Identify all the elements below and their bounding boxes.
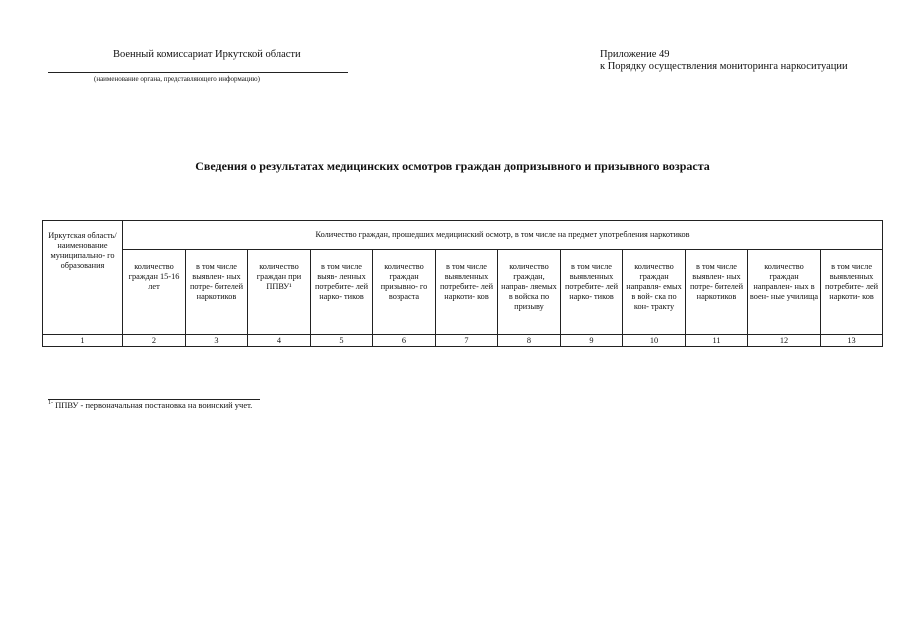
report-table: [42, 220, 883, 347]
column-number-cell: 12: [748, 335, 821, 347]
column-number-cell: 6: [373, 335, 436, 347]
subheader-cell: количество граждан призывно- го возраста: [373, 250, 436, 335]
column-number-cell: 1: [43, 335, 123, 347]
appendix-number: Приложение 49: [600, 49, 670, 60]
column-number-row: [43, 335, 883, 347]
column-number-cell: 10: [623, 335, 686, 347]
header-cell-spanning: Количество граждан, прошедших медицинский осмотр, в том числе на предмет употребления наркотиков: [123, 221, 883, 250]
column-number-cell: 3: [186, 335, 248, 347]
org-underline: [48, 72, 348, 73]
header-cell-region: Иркутская область/ наименование муниципально- го образования: [43, 221, 123, 335]
subheader-cell: в том числе выявлен- ных потре- бителей наркотиков: [186, 250, 248, 335]
appendix-block: [600, 49, 848, 73]
table-header-row: [43, 221, 883, 250]
column-number-cell: 5: [311, 335, 373, 347]
column-number-cell: 9: [561, 335, 623, 347]
column-number-cell: 13: [821, 335, 883, 347]
appendix-reference: к Порядку осуществления мониторинга наркоситуации: [600, 61, 848, 72]
footnote-marker: 1-: [48, 400, 53, 407]
subheader-cell: в том числе выявленных потребите- лей наркоти- ков: [436, 250, 498, 335]
column-number-cell: 7: [436, 335, 498, 347]
org-caption: (наименование органа, представляющего информацию): [94, 75, 260, 83]
subheader-cell: в том числе выяв- ленных потребите- лей нарко- тиков: [311, 250, 373, 335]
document-title: Сведения о результатах медицинских осмотров граждан допризывного и призывного возраста: [195, 159, 710, 173]
subheader-cell: в том числе выявлен- ных потре- бителей наркотиков: [686, 250, 748, 335]
subheader-cell: количество граждан направля- емых в вой- ска по кон- тракту: [623, 250, 686, 335]
subheader-cell: количество граждан при ППВУ¹: [248, 250, 311, 335]
column-number-cell: 4: [248, 335, 311, 347]
subheader-cell: количество граждан направлен- ных в воен- ные училища: [748, 250, 821, 335]
column-number-cell: 8: [498, 335, 561, 347]
subheader-cell: в том числе выявленных потребите- лей нарко- тиков: [561, 250, 623, 335]
org-name: Военный комиссариат Иркутской области: [113, 49, 301, 60]
column-number-cell: 2: [123, 335, 186, 347]
subheader-cell: количество граждан, направ- ляемых в войска по призыву: [498, 250, 561, 335]
footnote: [48, 400, 252, 410]
footnote-text: ППВУ - первоначальная постановка на воинский учет.: [53, 400, 253, 410]
subheader-cell: количество граждан 15-16 лет: [123, 250, 186, 335]
subheader-cell: в том числе выявленных потребите- лей наркоти- ков: [821, 250, 883, 335]
column-number-cell: 11: [686, 335, 748, 347]
table-subheader-row: [43, 250, 883, 335]
